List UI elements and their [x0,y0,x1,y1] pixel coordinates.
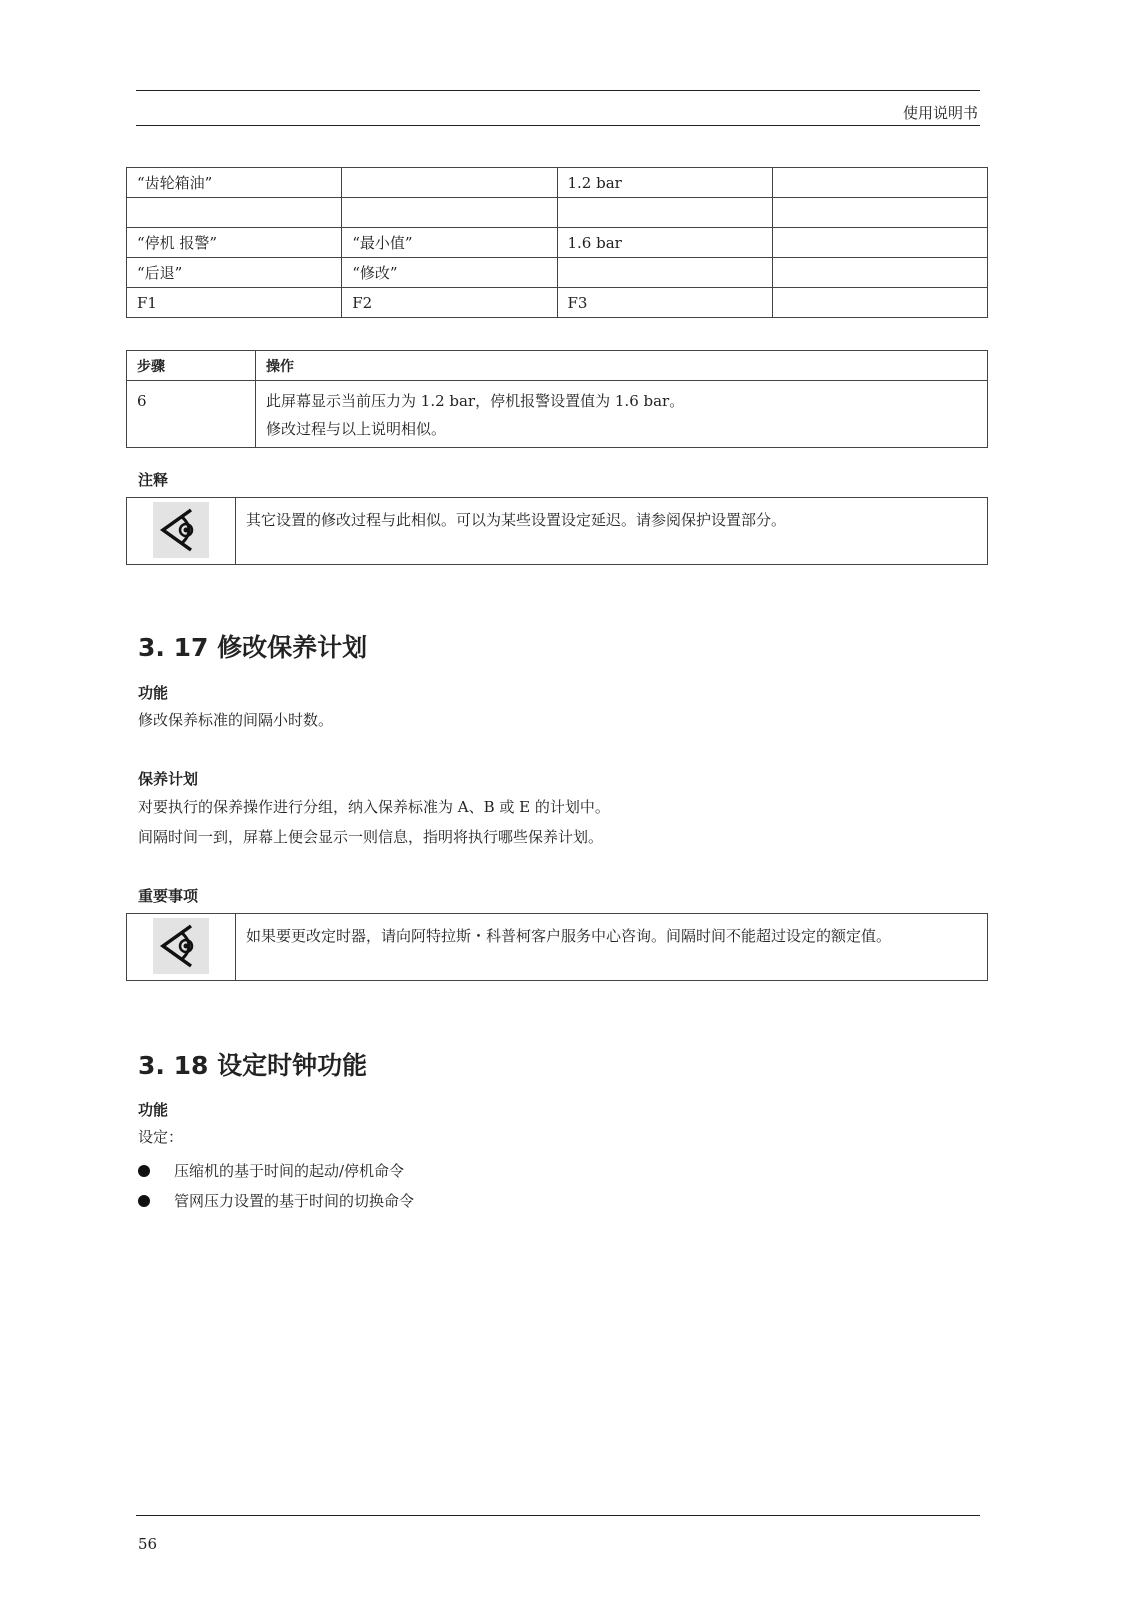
table-cell: 1.6 bar [557,228,772,258]
step-line: 此屏幕显示当前压力为 1.2 bar，停机报警设置值为 1.6 bar。 [266,392,685,410]
table-row [127,228,988,258]
table-row [127,168,988,198]
column-header-step: 步骤 [127,351,256,381]
note-icon-cell [127,914,236,981]
note-label: 注释 [138,471,169,489]
important-box [126,913,988,981]
list-item-text: 压缩机的基于时间的起动/停机命令 [174,1162,405,1180]
table-cell [127,198,342,228]
bullet-icon [138,1165,150,1177]
header-rule-top [136,90,980,91]
table-header-row [127,351,988,381]
table-row [127,381,988,448]
function-label: 功能 [138,1101,169,1119]
table-cell: “齿轮箱油” [127,168,342,198]
table-cell: “停机 报警” [127,228,342,258]
table-cell [772,228,987,258]
table-cell: “后退” [127,258,342,288]
table-row [127,198,988,228]
table-cell: F1 [127,288,342,318]
plan-line: 对要执行的保养操作进行分组，纳入保养标准为 A、B 或 E 的计划中。 [138,798,610,816]
table-cell [772,288,987,318]
list-item [138,1160,404,1181]
table-cell [557,198,772,228]
table-cell [342,168,557,198]
section-title-3-18: 3. 18 设定时钟功能 [138,1051,368,1080]
function-text: 修改保养标准的间隔小时数。 [138,711,334,729]
step-description [256,381,988,448]
important-label: 重要事项 [138,887,199,905]
table-cell: F2 [342,288,557,318]
intro-text: 设定： [138,1128,184,1146]
table-cell [342,198,557,228]
bullet-icon [138,1195,150,1207]
footer-rule [136,1515,980,1516]
table-cell: “最小值” [342,228,557,258]
section-title-3-17: 3. 17 修改保养计划 [138,633,368,662]
eye-icon [153,918,209,974]
table-cell [772,198,987,228]
list-item [138,1190,414,1211]
table-row [127,258,988,288]
step-number: 6 [127,381,256,448]
function-label: 功能 [138,684,169,702]
table-cell: F3 [557,288,772,318]
header-title: 使用说明书 [902,104,978,122]
table-cell [772,168,987,198]
table-cell: 1.2 bar [557,168,772,198]
note-text: 其它设置的修改过程与此相似。可以为某些设置设定延迟。请参阅保护设置部分。 [236,498,988,565]
table-row [127,914,988,981]
step-line: 修改过程与以上说明相似。 [266,420,447,438]
important-text: 如果要更改定时器，请向阿特拉斯・科普柯客户服务中心咨询。间隔时间不能超过设定的额定值。 [236,914,988,981]
page-number: 56 [138,1535,158,1553]
table-cell [557,258,772,288]
table-cell [772,258,987,288]
steps-table [126,350,988,448]
screen-display-table [126,167,988,318]
note-box [126,497,988,565]
list-item-text: 管网压力设置的基于时间的切换命令 [174,1192,415,1210]
table-cell: “修改” [342,258,557,288]
table-row [127,498,988,565]
eye-icon [153,502,209,558]
table-row [127,288,988,318]
column-header-action: 操作 [256,351,988,381]
plan-line: 间隔时间一到，屏幕上便会显示一则信息，指明将执行哪些保养计划。 [138,828,604,846]
plan-label: 保养计划 [138,770,199,788]
note-icon-cell [127,498,236,565]
header-rule-bottom [136,125,980,126]
